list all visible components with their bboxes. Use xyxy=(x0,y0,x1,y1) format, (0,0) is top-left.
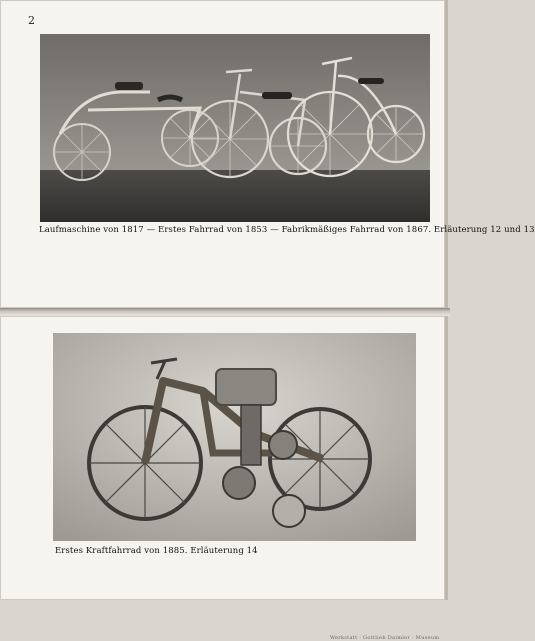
photo-first-motorcycle xyxy=(53,333,416,541)
upper-book-page xyxy=(0,0,535,308)
page-number: 2 xyxy=(28,14,35,27)
running-head: Werkstatt · Gottlieb Daimler · Museum xyxy=(330,635,440,641)
figure-caption-motorcycle: Erstes Kraftfahrrad von 1885. Erläuterung 14 xyxy=(55,546,258,556)
photo-historic-bicycles xyxy=(40,34,430,222)
page-gutter xyxy=(0,308,450,316)
figure-caption-bicycles: Laufmaschine von 1817 — Erstes Fahrrad von 1853 — Fabrikmäßiges Fahrrad von 1867. Erläuterung 12 und 13 xyxy=(39,225,535,235)
